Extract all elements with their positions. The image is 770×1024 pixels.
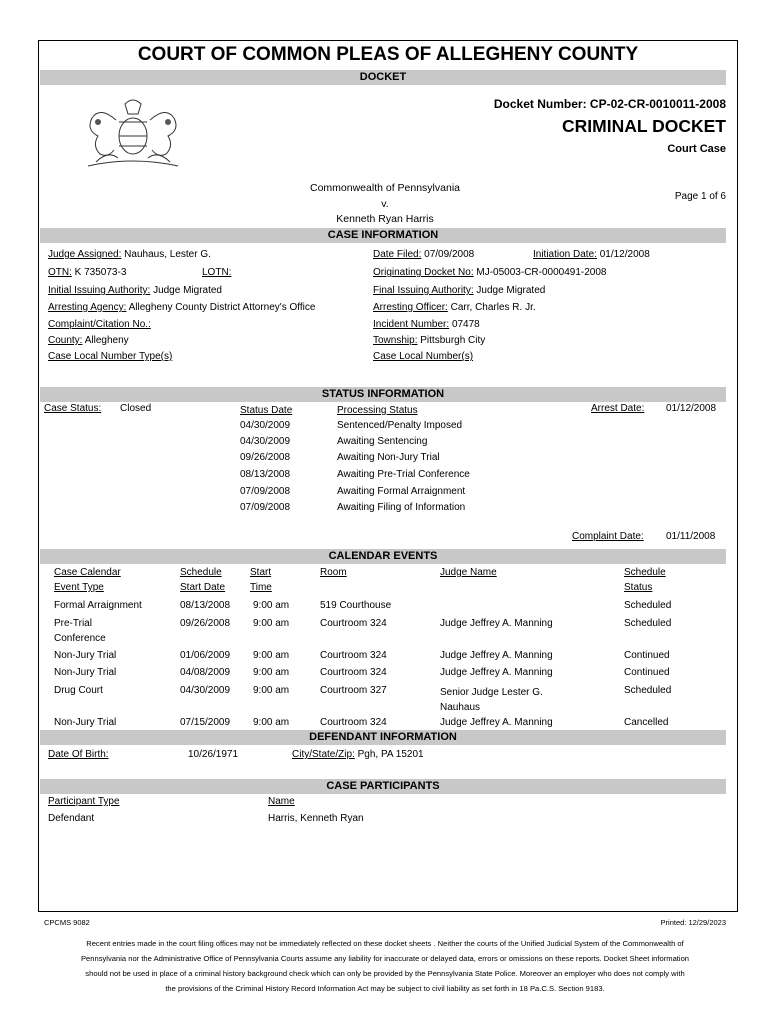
status-information-bar: STATUS INFORMATION bbox=[40, 387, 726, 402]
event-date-1: 08/13/2008 bbox=[180, 600, 231, 611]
iia-label: Initial Issuing Authority: bbox=[48, 285, 151, 296]
event-type-2: Pre-Trial bbox=[54, 618, 92, 629]
event-time-6: 9:00 am bbox=[253, 717, 290, 728]
form-number: CPCMS 9082 bbox=[44, 918, 90, 927]
event-room-5: Courtroom 327 bbox=[320, 685, 387, 696]
event-room-3: Courtroom 324 bbox=[320, 650, 387, 661]
complaint-date-label: Complaint Date: bbox=[572, 531, 644, 542]
event-judge-4: Judge Jeffrey A. Manning bbox=[440, 667, 553, 678]
pennsylvania-seal-icon bbox=[78, 92, 188, 176]
start-date-header-1: Schedule bbox=[180, 567, 222, 578]
final-issuing-authority bbox=[373, 285, 545, 296]
status-date-1: 04/30/2009 bbox=[240, 420, 291, 431]
otn-label: OTN: bbox=[48, 267, 72, 278]
fia-value: Judge Migrated bbox=[476, 285, 546, 296]
case-local-numbers-label: Case Local Number(s) bbox=[373, 351, 474, 362]
docket-number: Docket Number: CP-02-CR-0010011-2008 bbox=[493, 97, 726, 111]
event-judge-2: Judge Jeffrey A. Manning bbox=[440, 618, 553, 629]
event-type-6: Non-Jury Trial bbox=[54, 717, 117, 728]
initiation-date bbox=[533, 249, 650, 260]
event-date-6: 07/15/2009 bbox=[180, 717, 231, 728]
event-time-2: 9:00 am bbox=[253, 618, 290, 629]
event-status-6: Cancelled bbox=[624, 717, 669, 728]
arresting-officer bbox=[373, 302, 536, 313]
event-room-6: Courtroom 324 bbox=[320, 717, 387, 728]
caption-defendant: Kenneth Ryan Harris bbox=[336, 213, 434, 225]
arresting-agency bbox=[48, 302, 315, 313]
processing-status-6: Awaiting Filing of Information bbox=[337, 502, 466, 513]
date-of-birth-label: Date Of Birth: bbox=[48, 749, 109, 760]
participant-name-value: Harris, Kenneth Ryan bbox=[268, 813, 364, 824]
iia-value: Judge Migrated bbox=[153, 285, 222, 296]
caption-commonwealth: Commonwealth of Pennsylvania bbox=[310, 182, 460, 194]
event-time-3: 9:00 am bbox=[253, 650, 290, 661]
participant-type-value: Defendant bbox=[48, 813, 95, 824]
event-type-5: Drug Court bbox=[54, 685, 103, 696]
docket-bar: DOCKET bbox=[40, 70, 726, 85]
event-time-1: 9:00 am bbox=[253, 600, 290, 611]
processing-status-4: Awaiting Pre-Trial Conference bbox=[337, 469, 470, 480]
case-participants-bar: CASE PARTICIPANTS bbox=[40, 779, 726, 794]
processing-status-1: Sentenced/Penalty Imposed bbox=[337, 420, 463, 431]
incident-label: Incident Number: bbox=[373, 319, 450, 330]
event-judge-6: Judge Jeffrey A. Manning bbox=[440, 717, 553, 728]
status-date-4: 08/13/2008 bbox=[240, 469, 291, 480]
event-status-2: Scheduled bbox=[624, 618, 672, 629]
criminal-docket-title: CRIMINAL DOCKET bbox=[562, 116, 726, 136]
processing-status-2: Awaiting Sentencing bbox=[337, 436, 428, 447]
event-type-1: Formal Arraignment bbox=[54, 600, 142, 611]
processing-status-3: Awaiting Non-Jury Trial bbox=[337, 452, 440, 463]
complaint-citation-label: Complaint/Citation No.: bbox=[48, 319, 151, 330]
township-label: Township: bbox=[373, 335, 418, 346]
event-type-4: Non-Jury Trial bbox=[54, 667, 117, 678]
status-date-2: 04/30/2009 bbox=[240, 436, 291, 447]
odn-label: Originating Docket No: bbox=[373, 267, 474, 278]
arrest-date-label: Arrest Date: bbox=[591, 403, 645, 414]
case-information-bar: CASE INFORMATION bbox=[40, 228, 726, 243]
agency-value: Allegheny County District Attorney's Office bbox=[128, 302, 316, 313]
initiation-date-value: 01/12/2008 bbox=[599, 249, 650, 260]
county-label: County: bbox=[48, 335, 83, 346]
court-case-label: Court Case bbox=[667, 143, 726, 155]
event-judge-3: Judge Jeffrey A. Manning bbox=[440, 650, 553, 661]
case-local-number-type-label: Case Local Number Type(s) bbox=[48, 351, 173, 362]
city-state-zip bbox=[292, 749, 424, 760]
otn-value: K 735073-3 bbox=[74, 267, 127, 278]
event-judge-5: Senior Judge Lester G. bbox=[440, 687, 543, 698]
date-of-birth-value: 10/26/1971 bbox=[188, 749, 239, 760]
event-room-1: 519 Courthouse bbox=[320, 600, 392, 611]
fia-label: Final Issuing Authority: bbox=[373, 285, 474, 296]
judge-name-header: Judge Name bbox=[440, 567, 497, 578]
processing-status-header: Processing Status bbox=[337, 405, 418, 416]
participant-type-header: Participant Type bbox=[48, 796, 120, 807]
township bbox=[373, 335, 485, 346]
officer-value: Carr, Charles R. Jr. bbox=[450, 302, 536, 313]
start-time-header-2: Time bbox=[250, 582, 272, 593]
city-state-zip-value: Pgh, PA 15201 bbox=[357, 749, 424, 760]
event-type-2b: Conference bbox=[54, 633, 106, 644]
township-value: Pittsburgh City bbox=[420, 335, 486, 346]
event-status-1: Scheduled bbox=[624, 600, 672, 611]
date-filed-value: 07/09/2008 bbox=[424, 249, 475, 260]
caption-versus: v. bbox=[381, 198, 389, 210]
event-date-3: 01/06/2009 bbox=[180, 650, 231, 661]
processing-status-5: Awaiting Formal Arraignment bbox=[337, 486, 466, 497]
case-status-label: Case Status: bbox=[44, 403, 102, 414]
court-title: COURT OF COMMON PLEAS OF ALLEGHENY COUNTY bbox=[137, 44, 639, 65]
complaint-date-value: 01/11/2008 bbox=[666, 531, 716, 542]
schedule-status-header-1: Schedule bbox=[624, 567, 666, 578]
event-judge-5b: Nauhaus bbox=[440, 702, 481, 713]
otn bbox=[48, 267, 126, 278]
incident-number bbox=[373, 319, 480, 330]
agency-label: Arresting Agency: bbox=[48, 302, 127, 313]
printed-date: Printed: 12/29/2023 bbox=[660, 918, 726, 927]
schedule-status-header-2: Status bbox=[624, 582, 653, 593]
lotn-label: LOTN: bbox=[202, 267, 232, 278]
calendar-events-bar: CALENDAR EVENTS bbox=[40, 549, 726, 564]
event-status-4: Continued bbox=[624, 667, 670, 678]
city-state-zip-label: City/State/Zip: bbox=[292, 749, 355, 760]
event-status-5: Scheduled bbox=[624, 685, 672, 696]
county bbox=[48, 335, 129, 346]
originating-docket bbox=[373, 267, 606, 278]
initiation-date-label: Initiation Date: bbox=[533, 249, 597, 260]
participant-name-header: Name bbox=[268, 796, 295, 807]
event-date-2: 09/26/2008 bbox=[180, 618, 231, 629]
judge-assigned-value: Nauhaus, Lester G. bbox=[124, 249, 211, 260]
date-filed bbox=[373, 249, 474, 260]
event-type-header-2: Event Type bbox=[54, 582, 104, 593]
event-type-header-1: Case Calendar bbox=[54, 567, 121, 578]
officer-label: Arresting Officer: bbox=[373, 302, 448, 313]
initial-issuing-authority bbox=[48, 285, 222, 296]
start-date-header-2: Start Date bbox=[180, 582, 226, 593]
county-value: Allegheny bbox=[84, 335, 129, 346]
event-type-3: Non-Jury Trial bbox=[54, 650, 117, 661]
start-time-header-1: Start bbox=[250, 567, 272, 578]
event-time-4: 9:00 am bbox=[253, 667, 290, 678]
page-number: Page 1 of 6 bbox=[674, 191, 726, 202]
event-date-5: 04/30/2009 bbox=[180, 685, 231, 696]
incident-value: 07478 bbox=[451, 319, 480, 330]
event-room-2: Courtroom 324 bbox=[320, 618, 387, 629]
status-date-5: 07/09/2008 bbox=[240, 486, 291, 497]
event-status-3: Continued bbox=[624, 650, 670, 661]
case-status-value: Closed bbox=[120, 403, 152, 414]
event-date-4: 04/08/2009 bbox=[180, 667, 231, 678]
event-room-4: Courtroom 324 bbox=[320, 667, 387, 678]
status-date-3: 09/26/2008 bbox=[240, 452, 291, 463]
room-header: Room bbox=[320, 567, 347, 578]
arrest-date-value: 01/12/2008 bbox=[666, 403, 717, 414]
status-date-6: 07/09/2008 bbox=[240, 502, 291, 513]
odn-value: MJ-05003-CR-0000491-2008 bbox=[476, 267, 607, 278]
judge-assigned bbox=[48, 249, 211, 260]
defendant-information-bar: DEFENDANT INFORMATION bbox=[40, 730, 726, 745]
date-filed-label: Date Filed: bbox=[373, 249, 422, 260]
status-date-header: Status Date bbox=[240, 405, 293, 416]
judge-assigned-label: Judge Assigned: bbox=[48, 249, 122, 260]
event-time-5: 9:00 am bbox=[253, 685, 290, 696]
disclaimer: Recent entries made in the court filing offices may not be immediately reflected on these docket sheets . Neither the courts of the Unified Judicial System of the Commonwealth of Pennsylvania nor the Administrative Office of Pennsylvania Courts assume any liability for inaccurate or delayed data, errors or omissions on these reports. Docket Sheet information should not be used in place of a criminal history background check which can only be provided by the Pennsylvania State Police. Moreover an employer who does not comply with the provisions of the Criminal History Record Information Act may be subject to civil liability as set forth in 18 Pa.C.S. Section 9183. bbox=[80, 939, 690, 993]
